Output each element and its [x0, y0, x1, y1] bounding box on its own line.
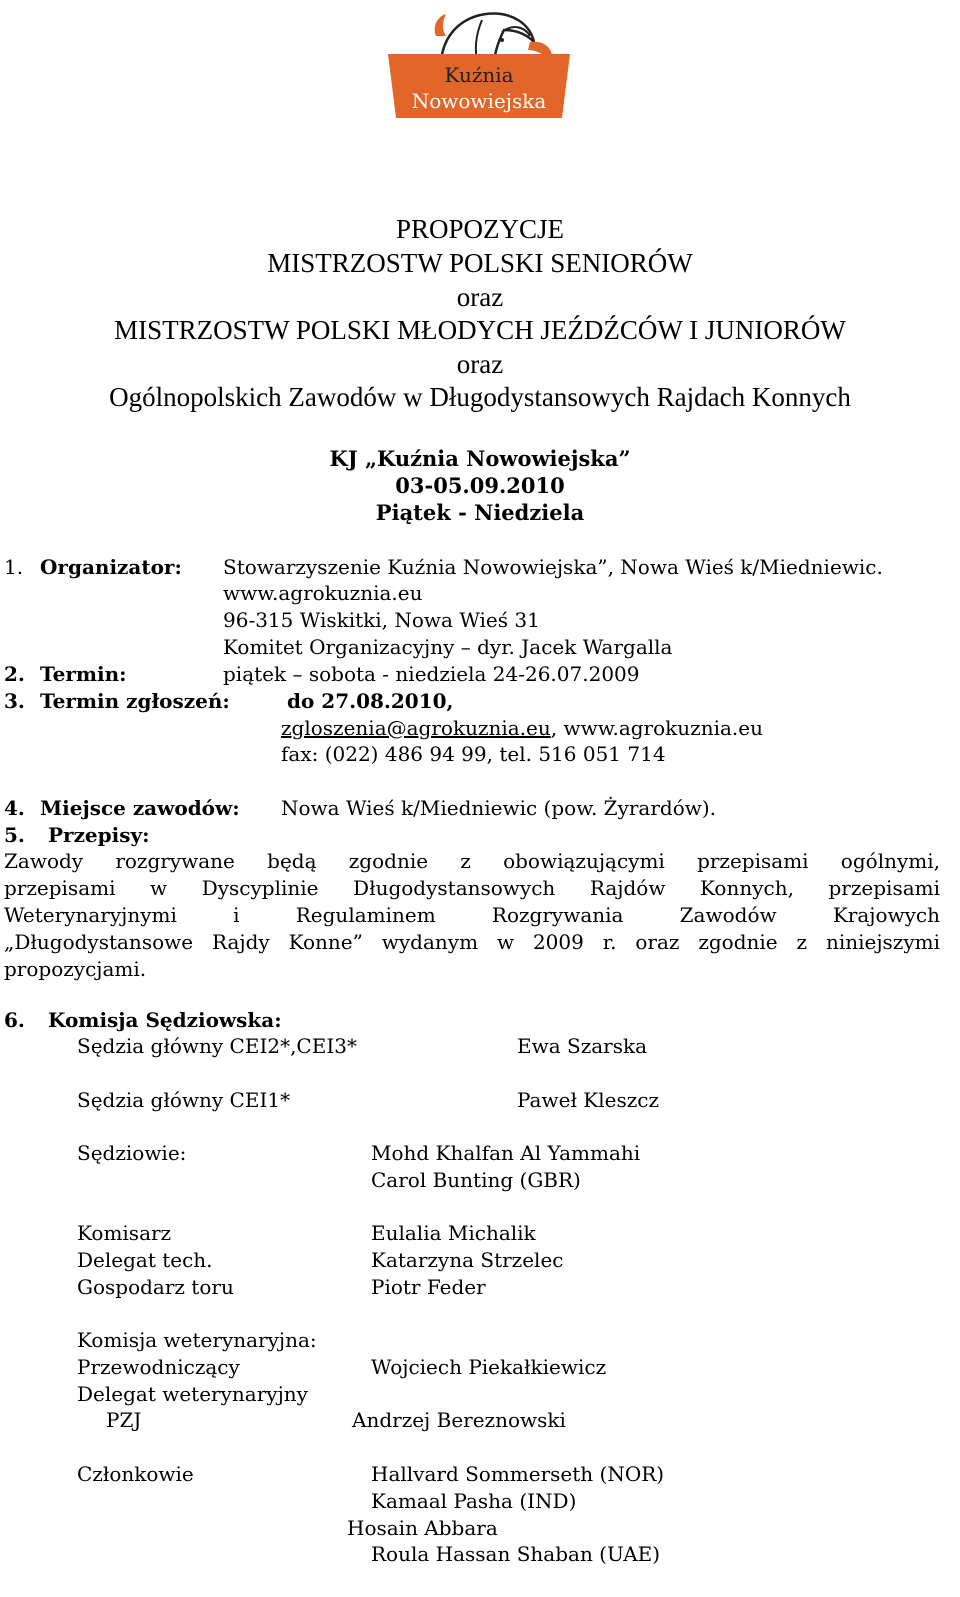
- organizer-website: www.agrokuznia.eu: [223, 581, 423, 605]
- event-dates: 03-05.09.2010: [395, 473, 565, 498]
- vet-delegate-role: Delegat weterynaryjny: [77, 1382, 308, 1406]
- title-oraz-1: oraz: [456, 282, 504, 312]
- title-oraz-2: oraz: [456, 349, 504, 379]
- rules-line-5: propozycjami.: [4, 957, 147, 981]
- rules-line-2: przepisami w Dyscyplinie Długodystansowych Rajdów Konnych, przepisami: [4, 876, 940, 900]
- title-seniors: MISTRZOSTW POLSKI SENIORÓW: [267, 248, 693, 278]
- section-4-label: Miejsce zawodów:: [40, 796, 240, 820]
- vet-member-3: Hosain Abbara: [347, 1516, 498, 1540]
- entry-deadline: do 27.08.2010,: [287, 689, 454, 713]
- section-3-number: 3.: [4, 689, 25, 713]
- judge-name-1: Mohd Khalfan Al Yammahi: [371, 1141, 641, 1165]
- section-2-label: Termin:: [40, 662, 127, 686]
- venue: Nowa Wieś k/Miedniewic (pow. Żyrardów).: [281, 796, 717, 820]
- kuznia-nowowiejska-logo: [384, 6, 574, 124]
- entry-email-link[interactable]: zgloszenia@agrokuznia.eu: [281, 716, 551, 740]
- technical-delegate-role: Delegat tech.: [77, 1248, 213, 1272]
- rules-line-3: Weterynaryjnymi i Regulaminem Rozgrywania Zawodów Krajowych: [4, 903, 940, 927]
- vet-members-role: Członkowie: [77, 1462, 194, 1486]
- section-2-number: 2.: [4, 662, 25, 686]
- section-1-label: Organizator:: [40, 555, 182, 579]
- chief-judge-cei23-role: Sędzia główny CEI2*,CEI3*: [77, 1034, 357, 1058]
- title-young-riders: MISTRZOSTW POLSKI MŁODYCH JEŹDŹCÓW I JUNIORÓW: [114, 315, 846, 345]
- title-propozycje: PROPOZYCJE: [395, 214, 565, 244]
- vet-commission-heading: Komisja weterynaryjna:: [77, 1328, 317, 1352]
- rules-line-1: Zawody rozgrywane będą zgodnie z obowiązującymi przepisami ogólnymi,: [4, 849, 940, 873]
- vet-chairman-name: Wojciech Piekałkiewicz: [371, 1355, 607, 1379]
- event-term: piątek – sobota - niedziela 24-26.07.2009: [223, 662, 640, 686]
- vet-chairman-role: Przewodniczący: [77, 1355, 240, 1379]
- rules-line-4: „Długodystansowe Rajdy Konne” wydanym w 2009 r. oraz zgodnie z niniejszymi: [4, 930, 940, 954]
- vet-member-2: Kamaal Pasha (IND): [371, 1489, 577, 1513]
- organizer-address: 96-315 Wiskitki, Nowa Wieś 31: [223, 608, 540, 632]
- steward-role: Komisarz: [77, 1221, 172, 1245]
- chief-judge-cei1-role: Sędzia główny CEI1*: [77, 1088, 291, 1112]
- section-4-number: 4.: [4, 796, 25, 820]
- organizing-committee: Komitet Organizacyjny – dyr. Jacek Wargalla: [223, 635, 673, 659]
- club-name: KJ „Kuźnia Nowowiejska”: [329, 446, 631, 471]
- section-6-label: Komisja Sędziowska:: [48, 1008, 282, 1032]
- judge-name-2: Carol Bunting (GBR): [371, 1168, 581, 1192]
- section-5-number: 5.: [4, 823, 25, 847]
- logo-text-line2: Nowowiejska: [411, 89, 547, 113]
- chief-judge-cei1-name: Paweł Kleszcz: [517, 1088, 659, 1112]
- course-manager-name: Piotr Feder: [371, 1275, 486, 1299]
- vet-member-1: Hallvard Sommerseth (NOR): [371, 1462, 665, 1486]
- section-5-label: Przepisy:: [48, 823, 150, 847]
- course-manager-role: Gospodarz toru: [77, 1275, 234, 1299]
- event-days: Piątek - Niedziela: [375, 500, 585, 525]
- section-6-number: 6.: [4, 1008, 25, 1032]
- organizer-name: Stowarzyszenie Kuźnia Nowowiejska”, Nowa Wieś k/Miedniewic.: [223, 555, 883, 579]
- title-national-competition: Ogólnopolskich Zawodów w Długodystansowych Rajdach Konnych: [109, 382, 851, 412]
- entry-website: , www.agrokuznia.eu: [550, 716, 763, 740]
- section-1-number: 1.: [4, 555, 24, 579]
- judges-role: Sędziowie:: [77, 1141, 187, 1165]
- entry-contact: fax: (022) 486 94 99, tel. 516 051 714: [281, 742, 666, 766]
- chief-judge-cei23-name: Ewa Szarska: [517, 1034, 648, 1058]
- vet-member-4: Roula Hassan Shaban (UAE): [371, 1542, 661, 1566]
- technical-delegate-name: Katarzyna Strzelec: [371, 1248, 564, 1272]
- logo-text-line1: Kuźnia: [444, 63, 514, 87]
- section-3-label: Termin zgłoszeń:: [40, 689, 230, 713]
- vet-delegate-role-pzj: PZJ: [106, 1408, 142, 1432]
- steward-name: Eulalia Michalik: [371, 1221, 536, 1245]
- vet-delegate-name: Andrzej Bereznowski: [352, 1408, 566, 1432]
